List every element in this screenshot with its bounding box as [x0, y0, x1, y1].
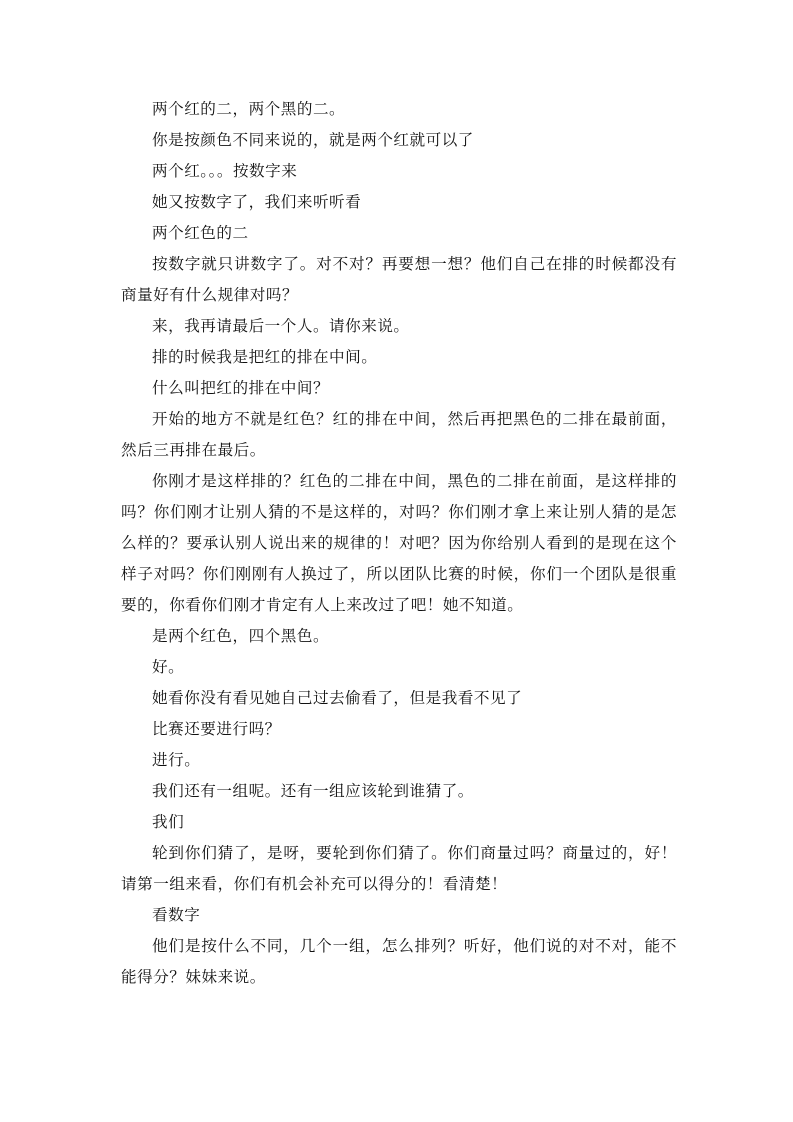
paragraph: 我们还有一组呢。还有一组应该轮到谁猜了。 [152, 782, 474, 800]
paragraph: 你是按颜色不同来说的，就是两个红就可以了 [152, 131, 474, 149]
paragraph: 两个红。。。按数字来 [152, 162, 298, 180]
paragraph: 她又按数字了，我们来听听看 [152, 193, 362, 211]
paragraph: 来，我再请最后一个人。请你来说。 [152, 317, 410, 335]
document-body [121, 94, 677, 993]
paragraph: 开始的地方不就是红色？红的排在中间，然后再把黑色的二排在最前面，然后三再排在最后。 [121, 410, 677, 459]
paragraph: 比赛还要进行吗？ [152, 720, 281, 738]
paragraph: 轮到你们猜了，是呀，要轮到你们猜了。你们商量过吗？商量过的，好！请第一组来看，你们有机会补充可以得分的！看清楚！ [121, 844, 677, 893]
paragraph: 她看你没有看见她自己过去偷看了，但是我看不见了 [152, 689, 523, 707]
paragraph: 按数字就只讲数字了。对不对？再要想一想？他们自己在排的时候都没有商量好有什么规律对吗？ [121, 255, 677, 304]
paragraph: 我们 [152, 813, 185, 831]
paragraph: 排的时候我是把红的排在中间。 [152, 348, 378, 366]
paragraph: 什么叫把红的排在中间？ [152, 379, 330, 397]
paragraph: 你刚才是这样排的？红色的二排在中间，黑色的二排在前面，是这样排的吗？你们刚才让别人猜的不是这样的，对吗？你们刚才拿上来让别人猜的是怎么样的？要承认别人说出来的规律的！对吧？因为你给别人看到的是现在这个样子对吗？你们刚刚有人换过了，所以团队比赛的时候，你们一个团队是很重要的，你看你们刚才肯定有人上来改过了吧！她不知道。 [121, 472, 677, 614]
paragraph: 两个红的二，两个黑的二。 [152, 100, 346, 118]
paragraph: 好。 [152, 658, 185, 676]
paragraph: 他们是按什么不同，几个一组，怎么排列？听好，他们说的对不对，能不能得分？妹妹来说。 [121, 937, 677, 986]
paragraph: 两个红色的二 [152, 224, 249, 242]
paragraph: 进行。 [152, 751, 201, 769]
paragraph: 是两个红色，四个黑色。 [152, 627, 330, 645]
paragraph: 看数字 [152, 906, 201, 924]
